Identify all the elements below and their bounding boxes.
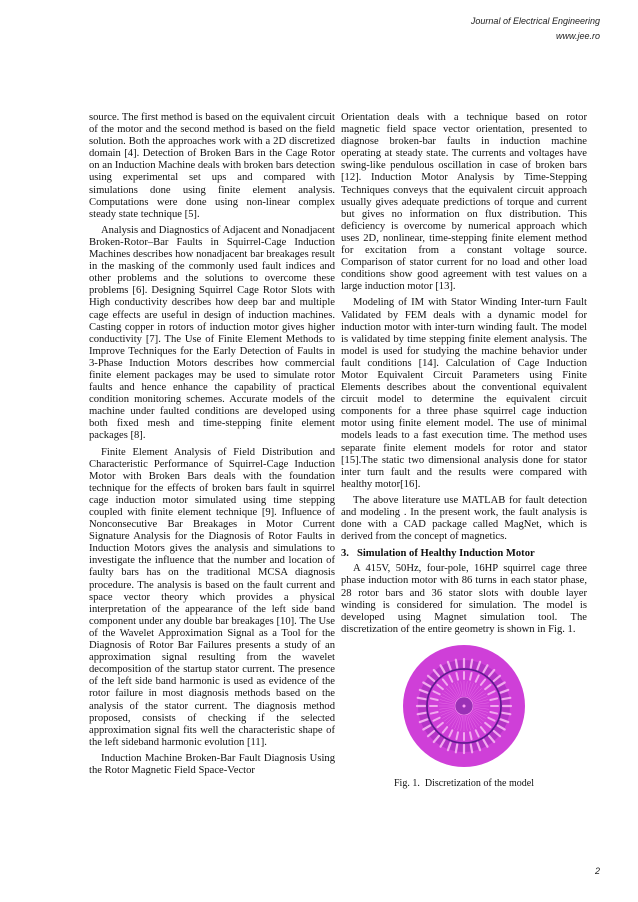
figure-caption-text: Discretization of the model: [424, 777, 534, 789]
body-paragraph: A 415V, 50Hz, four-pole, 16HP squirrel cage three phase induction motor with 86 turns in each stator phase, 28 rotor bars and 36 stator slots with double layer winding is considered for simulation. The model is developed using Magnet simulation tool. The discretization of the entire geometry is shown in Fig. 1.: [341, 563, 587, 635]
body-paragraph: source. The first method is based on the equivalent circuit of the motor and the second method is based on the field solution. Both the approaches work with a 2D discretized domain [4]. Detection of Broken Bars in the Cage Rotor on an Induction Machine deals with broken bars detection using experimental set ups and compared with simulations done using finite element analysis. Computations were done using non-linear complex steady state technique [5].: [89, 112, 335, 220]
body-paragraph: Modeling of IM with Stator Winding Inter-turn Fault Validated by FEM deals with a dynamic model for induction motor with inter-turn winding fault. The model is validated by time stepping finite element analysis. The model is used for studying the machine behavior under fault conditions [14]. Calculation of Cage Induction Motor Equivalent Circuit Parameters using Finite Elements describes about the conventional equivalent circuit model to determine the equivalent circuit components for a three phase squirrel cage induction motor using finite element model. The use of minimal models leads to a fast execution time. The method uses separate finite element models for rotor and stator [15].The static two dimensional analysis done for stator inter turn fault and the results were compared with healthy motor[16].: [341, 297, 587, 490]
stator-slot: [502, 713, 510, 714]
stator-slot: [471, 744, 472, 752]
body-paragraph: Orientation deals with a technique based on rotor magnetic field space vector orientation, presented to diagnose broken-bar faults in induction machine operating at steady state. The currents and voltages have swing-like pendulous oscillation in case of broken bars [12]. Induction Motor Analysis by Time-Stepping Techniques conveys that the equivalent circuit approach usually gives adequate predictions of torque and current but gives no information on flux distribution. This deficiency is overcome by numerical approach which uses 2D, nonlinear, time-stepping finite element method for excitation from a constant voltage source. Comparison of stator current for no load and other load conditions show good agreement with test values on a large induction motor [13].: [341, 112, 587, 293]
page-number: 2: [594, 866, 600, 876]
stator-slot: [502, 698, 510, 699]
stator-slot: [456, 744, 457, 752]
section-title: Simulation of Healthy Induction Motor: [356, 548, 535, 560]
body-paragraph: The above literature use MATLAB for fault detection and modeling . In the present work, the fault analysis is done with a CAD package called MagNet, which is derived from the concept of magnetics.: [341, 494, 587, 543]
section-heading: [341, 548, 587, 560]
journal-header: [471, 14, 600, 44]
journal-title: Journal of Electrical Engineering: [470, 16, 600, 26]
stator-slot: [418, 698, 426, 699]
figure-caption: [341, 778, 587, 790]
stator-slot: [418, 713, 426, 714]
motor-mesh-image: [402, 644, 526, 768]
left-column: [89, 112, 335, 781]
stator-slot: [471, 660, 472, 668]
body-paragraph: Analysis and Diagnostics of Adjacent and Nonadjacent Broken-Rotor–Bar Faults in Squirrel-Cage Induction Machines describes how nonadjacent bar breakages result in the masking of the commonly used fault indices and other problems and the solutions to overcome these problems [6]. Designing Squirrel Cage Rotor Slots with High conductivity describes how deep bar and multiple cage effects are useful in design of induction machines. Casting copper in rotors of induction motor gives higher conductivity [7]. The Use of Finite Element Methods to Improve Techniques for the Early Detection of Faults in 3-Phase Induction Motors describes how commercial finite element packages may be used to simulate rotor faults and hence enhance the capability of practical condition monitoring schemes. Accurate models of the machine under faulted conditions are developed using both fixed mesh and time-stepping finite element packages [8].: [89, 224, 335, 442]
stator-slot: [456, 660, 457, 668]
section-number: 3.: [341, 548, 349, 560]
figure-1: [341, 644, 587, 790]
right-column: [341, 112, 587, 790]
journal-url[interactable]: www.jee.ro: [555, 31, 600, 41]
figure-label: Fig. 1.: [394, 777, 420, 789]
body-paragraph: Finite Element Analysis of Field Distribution and Characteristic Performance of Squirrel-Cage Induction Motor with Broken Bars deals with the foundation technique for the effects of broken bars fault in squirrel cage induction motor simulated using time stepping coupled with finite element technique [9]. Influence of Nonconsecutive Bar Breakages in Motor Current Signature Analysis for the Diagnosis of Rotor Faults in Induction Motors gives the analysis and simulations to investigate the influence that the number and location of faulty bars has on the traditional MCSA diagnosis procedure. The analysis is based on the fault current and space vector theory which provides a physical interpretation of the appearance of the left side band component under any double bar breakages [10]. The Use of the Wavelet Approximation Signal as a Tool for the Diagnosis of Rotor Bar Failures presents a study of an approximation signal resulting from the wavelet decomposition of the startup stator current. The presence of the left side band harmonic is used as evidence of the rotor failure in most diagnosis methods based on the analysis of the stator current. The diagnosis method proposed, consists of checking if the selected approximation signal fits well the characteristic shape of the left sideband harmonic evolution [11].: [89, 446, 335, 748]
shaft-center: [463, 704, 466, 707]
body-paragraph: Induction Machine Broken-Bar Fault Diagnosis Using the Rotor Magnetic Field Space-Vector: [89, 752, 335, 776]
